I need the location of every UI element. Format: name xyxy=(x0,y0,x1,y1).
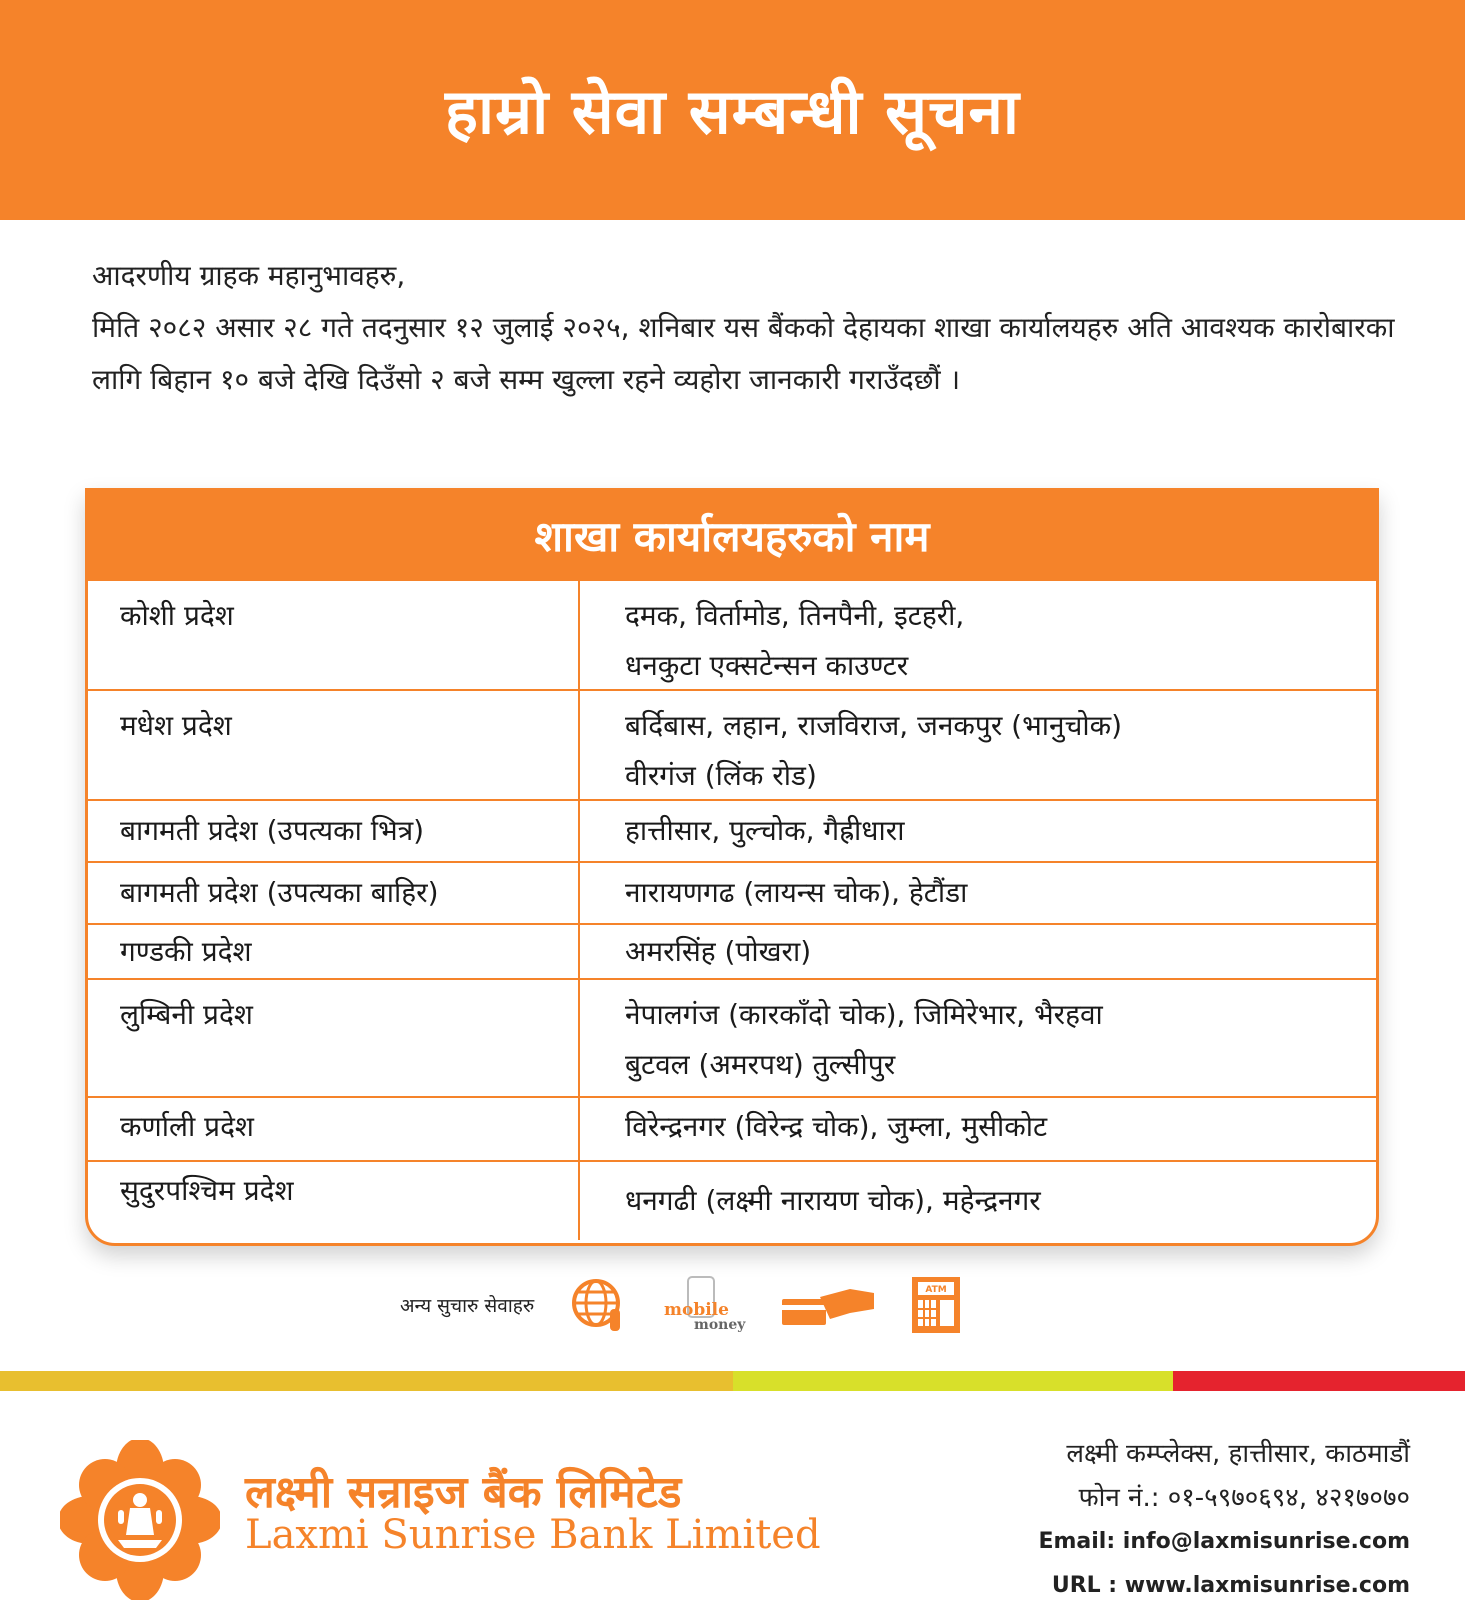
color-stripe xyxy=(733,1371,1173,1391)
branches-line: वीरगंज (लिंक रोड) xyxy=(625,759,817,792)
branches-line: बर्दिबास, लहान, राजविराज, जनकपुर (भानुचोक) xyxy=(625,709,1123,742)
website-link[interactable]: URL : www.laxmisunrise.com xyxy=(1051,1573,1410,1598)
branches-cell xyxy=(580,980,1376,1096)
province-cell: लुम्बिनी प्रदेश xyxy=(88,980,580,1096)
table-row xyxy=(88,978,1376,1096)
bank-name-english: Laxmi Sunrise Bank Limited xyxy=(245,1512,821,1558)
notice-title: हाम्रो सेवा सम्बन्धी सूचना xyxy=(445,75,1020,148)
table-row xyxy=(88,579,1376,689)
branches-line: नारायणगढ (लायन्स चोक), हेटौंडा xyxy=(625,876,968,909)
notice-body: मिति २०८२ असार २८ गते तदनुसार १२ जुलाई २०२५, शनिबार यस बैंकको देहायका शाखा कार्यालयहरु अति आवश्यक कारोबारका लागि बिहान १० बजे देखि दिउँसो २ बजे सम्म खुल्ला रहने व्यहोरा जानकारी गराउँदछौं । xyxy=(92,311,1395,396)
atm-icon xyxy=(906,1275,966,1335)
branch-table xyxy=(85,488,1379,1246)
internet-banking-icon xyxy=(570,1275,630,1335)
branches-line: बुटवल (अमरपथ) तुल्सीपुर xyxy=(625,1048,896,1081)
mobile-word: mobile xyxy=(664,1300,730,1320)
table-row xyxy=(88,861,1376,923)
notice-intro xyxy=(92,250,1402,406)
table-row xyxy=(88,799,1376,861)
bank-name-nepali: लक्ष्मी सन्राइज बैंक लिमिटेड xyxy=(245,1467,682,1518)
branches-cell xyxy=(580,801,1376,861)
province-cell: गण्डकी प्रदेश xyxy=(88,925,580,978)
branches-cell xyxy=(580,863,1376,923)
branches-cell xyxy=(580,581,1376,689)
bank-logo xyxy=(60,1440,220,1600)
branches-line: हात्तीसार, पुल्चोक, गैह्रीधारा xyxy=(625,814,905,847)
contact-block xyxy=(1038,1432,1410,1600)
table-row xyxy=(88,1096,1376,1160)
salutation: आदरणीय ग्राहक महानुभावहरु, xyxy=(92,259,406,292)
province-cell: सुदुरपश्चिम प्रदेश xyxy=(88,1162,580,1240)
address: लक्ष्मी कम्प्लेक्स, हात्तीसार, काठमाडौं xyxy=(1066,1439,1410,1469)
table-row xyxy=(88,923,1376,978)
province-cell: मधेश प्रदेश xyxy=(88,691,580,799)
branches-line: धनकुटा एक्सटेन्सन काउण्टर xyxy=(625,649,909,682)
branches-cell xyxy=(580,1162,1376,1240)
branches-cell xyxy=(580,925,1376,978)
mobile-money-icon xyxy=(660,1275,750,1335)
money-word: money xyxy=(694,1317,746,1333)
province-cell: कर्णाली प्रदेश xyxy=(88,1098,580,1160)
branches-line: धनगढी (लक्ष्मी नारायण चोक), महेन्द्रनगर xyxy=(625,1184,1041,1217)
email-link[interactable]: Email: info@laxmisunrise.com xyxy=(1038,1529,1410,1554)
table-row xyxy=(88,689,1376,799)
color-stripe xyxy=(1173,1371,1465,1391)
branches-line: दमक, विर्तामोड, तिनपैनी, इटहरी, xyxy=(625,599,965,632)
color-stripe xyxy=(0,1371,733,1391)
card-payment-icon xyxy=(780,1275,876,1335)
province-cell: कोशी प्रदेश xyxy=(88,581,580,689)
branch-table-heading: शाखा कार्यालयहरुको नाम xyxy=(88,491,1376,579)
phone: फोन नं.: ०१-५९७०६९४, ४२१७०७० xyxy=(1078,1483,1410,1513)
services-label: अन्य सुचारु सेवाहरु xyxy=(400,1295,535,1317)
branches-line: अमरसिंह (पोखरा) xyxy=(625,935,812,968)
branches-cell xyxy=(580,691,1376,799)
table-row xyxy=(88,1160,1376,1240)
branches-line: नेपालगंज (कारकाँदो चोक), जिमिरेभार, भैरहवा xyxy=(625,998,1103,1031)
province-cell: बागमती प्रदेश (उपत्यका भित्र) xyxy=(88,801,580,861)
atm-text: ATM xyxy=(925,1285,947,1295)
province-cell: बागमती प्रदेश (उपत्यका बाहिर) xyxy=(88,863,580,923)
branches-line: विरेन्द्रनगर (विरेन्द्र चोक), जुम्ला, मुसीकोट xyxy=(625,1110,1048,1143)
branches-cell xyxy=(580,1098,1376,1160)
other-services xyxy=(400,1270,1100,1340)
notice-header xyxy=(0,0,1465,220)
